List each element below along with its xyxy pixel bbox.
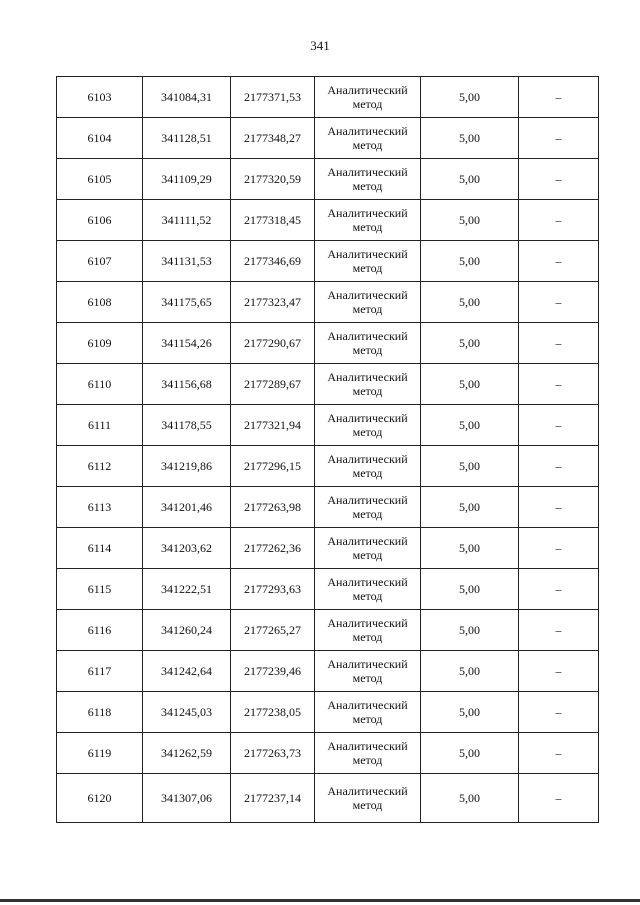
table-row xyxy=(57,692,599,733)
table-row xyxy=(57,651,599,692)
y-coordinate-cell: 2177290,67 xyxy=(231,323,315,364)
method-line-1: Аналитический xyxy=(327,247,408,261)
value-cell: 5,00 xyxy=(421,118,519,159)
y-coordinate-cell: 2177263,98 xyxy=(231,487,315,528)
method-line-1: Аналитический xyxy=(327,784,408,798)
point-id-cell: 6114 xyxy=(57,528,143,569)
value-cell: 5,00 xyxy=(421,405,519,446)
method-cell xyxy=(315,446,421,487)
y-coordinate-cell: 2177262,36 xyxy=(231,528,315,569)
method-cell xyxy=(315,528,421,569)
value-cell: 5,00 xyxy=(421,159,519,200)
y-coordinate-cell: 2177320,59 xyxy=(231,159,315,200)
point-id-cell: 6105 xyxy=(57,159,143,200)
method-line-2: метод xyxy=(352,466,383,480)
x-coordinate-cell: 341084,31 xyxy=(143,77,231,118)
note-cell: – xyxy=(519,241,599,282)
method-cell xyxy=(315,651,421,692)
method-line-1: Аналитический xyxy=(327,411,408,425)
value-cell: 5,00 xyxy=(421,241,519,282)
method-line-2: метод xyxy=(352,425,383,439)
y-coordinate-cell: 2177263,73 xyxy=(231,733,315,774)
method-cell xyxy=(315,692,421,733)
table-row xyxy=(57,159,599,200)
point-id-cell: 6104 xyxy=(57,118,143,159)
x-coordinate-cell: 341156,68 xyxy=(143,364,231,405)
point-id-cell: 6117 xyxy=(57,651,143,692)
table-row xyxy=(57,774,599,823)
method-line-1: Аналитический xyxy=(327,739,408,753)
method-line-2: метод xyxy=(352,302,383,316)
x-coordinate-cell: 341154,26 xyxy=(143,323,231,364)
page-bottom-rule xyxy=(0,899,640,902)
x-coordinate-cell: 341242,64 xyxy=(143,651,231,692)
method-line-1: Аналитический xyxy=(327,534,408,548)
point-id-cell: 6119 xyxy=(57,733,143,774)
method-cell xyxy=(315,610,421,651)
method-cell xyxy=(315,77,421,118)
method-line-2: метод xyxy=(352,630,383,644)
x-coordinate-cell: 341131,53 xyxy=(143,241,231,282)
table-row xyxy=(57,200,599,241)
point-id-cell: 6120 xyxy=(57,774,143,823)
point-id-cell: 6115 xyxy=(57,569,143,610)
table-row xyxy=(57,282,599,323)
x-coordinate-cell: 341111,52 xyxy=(143,200,231,241)
point-id-cell: 6116 xyxy=(57,610,143,651)
y-coordinate-cell: 2177346,69 xyxy=(231,241,315,282)
page-number: 341 xyxy=(310,38,330,53)
note-cell: – xyxy=(519,118,599,159)
x-coordinate-cell: 341178,55 xyxy=(143,405,231,446)
x-coordinate-cell: 341201,46 xyxy=(143,487,231,528)
method-cell xyxy=(315,200,421,241)
method-cell xyxy=(315,159,421,200)
method-cell xyxy=(315,282,421,323)
note-cell: – xyxy=(519,651,599,692)
method-line-1: Аналитический xyxy=(327,206,408,220)
y-coordinate-cell: 2177293,63 xyxy=(231,569,315,610)
table-row xyxy=(57,733,599,774)
table-row xyxy=(57,77,599,118)
method-line-2: метод xyxy=(352,753,383,767)
method-line-2: метод xyxy=(352,220,383,234)
x-coordinate-cell: 341203,62 xyxy=(143,528,231,569)
value-cell: 5,00 xyxy=(421,200,519,241)
table-row xyxy=(57,323,599,364)
method-line-2: метод xyxy=(352,712,383,726)
note-cell: – xyxy=(519,774,599,823)
note-cell: – xyxy=(519,446,599,487)
method-line-2: метод xyxy=(352,179,383,193)
table-body xyxy=(57,77,599,823)
value-cell: 5,00 xyxy=(421,692,519,733)
value-cell: 5,00 xyxy=(421,364,519,405)
method-line-2: метод xyxy=(352,507,383,521)
method-line-2: метод xyxy=(352,97,383,111)
y-coordinate-cell: 2177238,05 xyxy=(231,692,315,733)
table-row xyxy=(57,405,599,446)
method-line-1: Аналитический xyxy=(327,452,408,466)
x-coordinate-cell: 341222,51 xyxy=(143,569,231,610)
coordinates-table xyxy=(56,76,599,823)
table-row xyxy=(57,446,599,487)
x-coordinate-cell: 341175,65 xyxy=(143,282,231,323)
note-cell: – xyxy=(519,610,599,651)
method-cell xyxy=(315,405,421,446)
y-coordinate-cell: 2177296,15 xyxy=(231,446,315,487)
point-id-cell: 6118 xyxy=(57,692,143,733)
method-line-1: Аналитический xyxy=(327,329,408,343)
x-coordinate-cell: 341245,03 xyxy=(143,692,231,733)
method-cell xyxy=(315,323,421,364)
value-cell: 5,00 xyxy=(421,487,519,528)
method-line-2: метод xyxy=(352,798,383,812)
y-coordinate-cell: 2177237,14 xyxy=(231,774,315,823)
value-cell: 5,00 xyxy=(421,569,519,610)
x-coordinate-cell: 341307,06 xyxy=(143,774,231,823)
value-cell: 5,00 xyxy=(421,733,519,774)
method-line-1: Аналитический xyxy=(327,370,408,384)
table-row xyxy=(57,528,599,569)
point-id-cell: 6112 xyxy=(57,446,143,487)
table-row xyxy=(57,487,599,528)
table-row xyxy=(57,569,599,610)
y-coordinate-cell: 2177348,27 xyxy=(231,118,315,159)
x-coordinate-cell: 341260,24 xyxy=(143,610,231,651)
note-cell: – xyxy=(519,487,599,528)
note-cell: – xyxy=(519,569,599,610)
table-row xyxy=(57,241,599,282)
method-cell xyxy=(315,364,421,405)
value-cell: 5,00 xyxy=(421,774,519,823)
method-line-2: метод xyxy=(352,384,383,398)
note-cell: – xyxy=(519,733,599,774)
table-row xyxy=(57,364,599,405)
table-row xyxy=(57,610,599,651)
method-cell xyxy=(315,487,421,528)
value-cell: 5,00 xyxy=(421,610,519,651)
note-cell: – xyxy=(519,77,599,118)
method-line-1: Аналитический xyxy=(327,165,408,179)
method-line-1: Аналитический xyxy=(327,493,408,507)
value-cell: 5,00 xyxy=(421,651,519,692)
value-cell: 5,00 xyxy=(421,323,519,364)
value-cell: 5,00 xyxy=(421,77,519,118)
method-line-1: Аналитический xyxy=(327,657,408,671)
note-cell: – xyxy=(519,200,599,241)
method-line-2: метод xyxy=(352,343,383,357)
y-coordinate-cell: 2177239,46 xyxy=(231,651,315,692)
method-line-1: Аналитический xyxy=(327,124,408,138)
method-line-2: метод xyxy=(352,138,383,152)
y-coordinate-cell: 2177321,94 xyxy=(231,405,315,446)
y-coordinate-cell: 2177323,47 xyxy=(231,282,315,323)
x-coordinate-cell: 341262,59 xyxy=(143,733,231,774)
note-cell: – xyxy=(519,159,599,200)
x-coordinate-cell: 341109,29 xyxy=(143,159,231,200)
x-coordinate-cell: 341219,86 xyxy=(143,446,231,487)
method-line-1: Аналитический xyxy=(327,288,408,302)
y-coordinate-cell: 2177265,27 xyxy=(231,610,315,651)
note-cell: – xyxy=(519,364,599,405)
y-coordinate-cell: 2177371,53 xyxy=(231,77,315,118)
method-line-1: Аналитический xyxy=(327,698,408,712)
method-cell xyxy=(315,733,421,774)
note-cell: – xyxy=(519,282,599,323)
point-id-cell: 6107 xyxy=(57,241,143,282)
point-id-cell: 6109 xyxy=(57,323,143,364)
method-line-1: Аналитический xyxy=(327,616,408,630)
point-id-cell: 6111 xyxy=(57,405,143,446)
x-coordinate-cell: 341128,51 xyxy=(143,118,231,159)
method-cell xyxy=(315,241,421,282)
method-line-2: метод xyxy=(352,548,383,562)
note-cell: – xyxy=(519,323,599,364)
note-cell: – xyxy=(519,528,599,569)
method-line-1: Аналитический xyxy=(327,575,408,589)
table-row xyxy=(57,118,599,159)
method-line-1: Аналитический xyxy=(327,83,408,97)
method-cell xyxy=(315,118,421,159)
method-cell xyxy=(315,774,421,823)
note-cell: – xyxy=(519,692,599,733)
method-cell xyxy=(315,569,421,610)
note-cell: – xyxy=(519,405,599,446)
point-id-cell: 6103 xyxy=(57,77,143,118)
value-cell: 5,00 xyxy=(421,528,519,569)
value-cell: 5,00 xyxy=(421,282,519,323)
y-coordinate-cell: 2177318,45 xyxy=(231,200,315,241)
point-id-cell: 6106 xyxy=(57,200,143,241)
value-cell: 5,00 xyxy=(421,446,519,487)
method-line-2: метод xyxy=(352,261,383,275)
point-id-cell: 6108 xyxy=(57,282,143,323)
y-coordinate-cell: 2177289,67 xyxy=(231,364,315,405)
point-id-cell: 6110 xyxy=(57,364,143,405)
point-id-cell: 6113 xyxy=(57,487,143,528)
method-line-2: метод xyxy=(352,671,383,685)
method-line-2: метод xyxy=(352,589,383,603)
